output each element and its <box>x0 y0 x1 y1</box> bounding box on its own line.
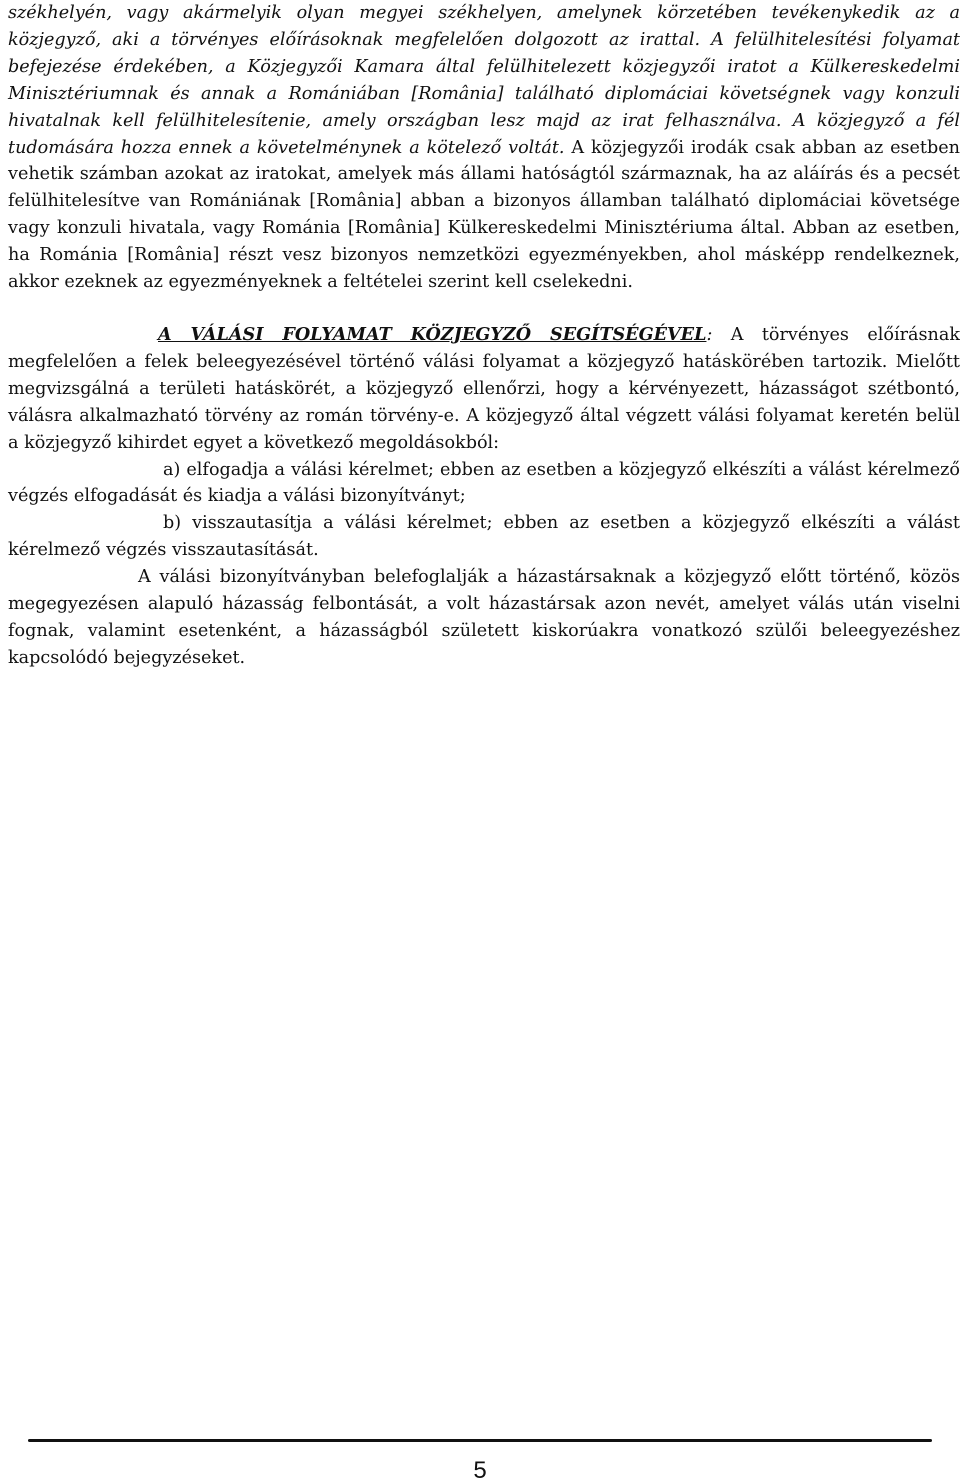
section-heading: A VÁLÁSI FOLYAMAT KÖZJEGYZŐ SEGÍTSÉGÉVEL <box>158 323 707 345</box>
document-page <box>8 0 960 672</box>
paragraph-authentication-normal: A közjegyzői irodák csak abban az esetben vehetik számban azokat az iratokat, amelyek más állami hatóságtól származnak, ha az aláírás és a pecsét felülhitelesítve van Romániának [România] abban a bizonyos államban található diplomáciai követsége vagy konzuli hivatala, vagy Románia [România] Külkereskedelmi Minisztériuma által. Abban az esetben, ha Románia [România] részt vesz bizonyos nemzetközi egyezményekben, ahol másképp rendelkeznek, akkor ezeknek az egyezményeknek a feltételei szerint kell cselekedni. <box>8 137 960 293</box>
heading-colon: : <box>706 324 713 345</box>
list-item-a: a) elfogadja a válási kérelmet; ebben az esetben a közjegyző elkészíti a válást kérelmező végzés elfogadását és kiadja a válási bizonyítványt; <box>8 459 960 507</box>
list-item-b: b) visszautasítja a válási kérelmet; ebben az esetben a közjegyző elkészíti a válást kérelmező végzés visszautasítását. <box>8 513 960 561</box>
paragraph-certificate: A válási bizonyítványban belefoglalják a házastársaknak a közjegyző előtt történő, közös megegyezésen alapuló házasság felbontását, a volt házastársak azon nevét, amelyet válás után viselni fognak, valamint esetenként, a házasságból született kiskorúakra vonatkozó szülői beleegyezéshez kapcsolódó bejegyzéseket. <box>8 567 960 668</box>
paragraph-divorce-procedure <box>8 322 960 457</box>
paragraph-authentication <box>8 0 960 296</box>
paragraph-divorce-body: A törvényes előírásnak megfelelően a felek beleegyezésével történő válási folyamat a közjegyző hatáskörében tartozik. Mielőtt megvizsgálná a területi hatáskörét, a közjegyző ellenőrzi, hogy a kérvényezett, házasságot szétbontó, válásra alkalmazható törvény az román törvény-e. A közjegyző által végzett válási folyamat keretén belül a közjegyző kihirdet egyet a következő megoldásokból: <box>8 324 960 453</box>
footer-rule <box>28 1439 932 1442</box>
paragraph-authentication-italic: székhelyén, vagy akármelyik olyan megyei székhelyen, amelynek körzetében tevékenykedik az a közjegyző, aki a törvényes előírásoknak megfelelően dolgozott az irattal. A felülhitelesítési folyamat befejezése érdekében, a Közjegyzői Kamara által felülhitelezett közjegyzői iratot a Külkereskedelmi Minisztériumnak és annak a Romániában [România] található diplomáciai követségnek vagy konzuli hivatalnak kell felülhitelesítenie, amely országban lesz majd az irat felhasználva. A közjegyző a fél tudomására hozza ennek a követelménynek a kötelező voltát. <box>8 3 960 158</box>
page-number: 5 <box>473 1457 487 1484</box>
